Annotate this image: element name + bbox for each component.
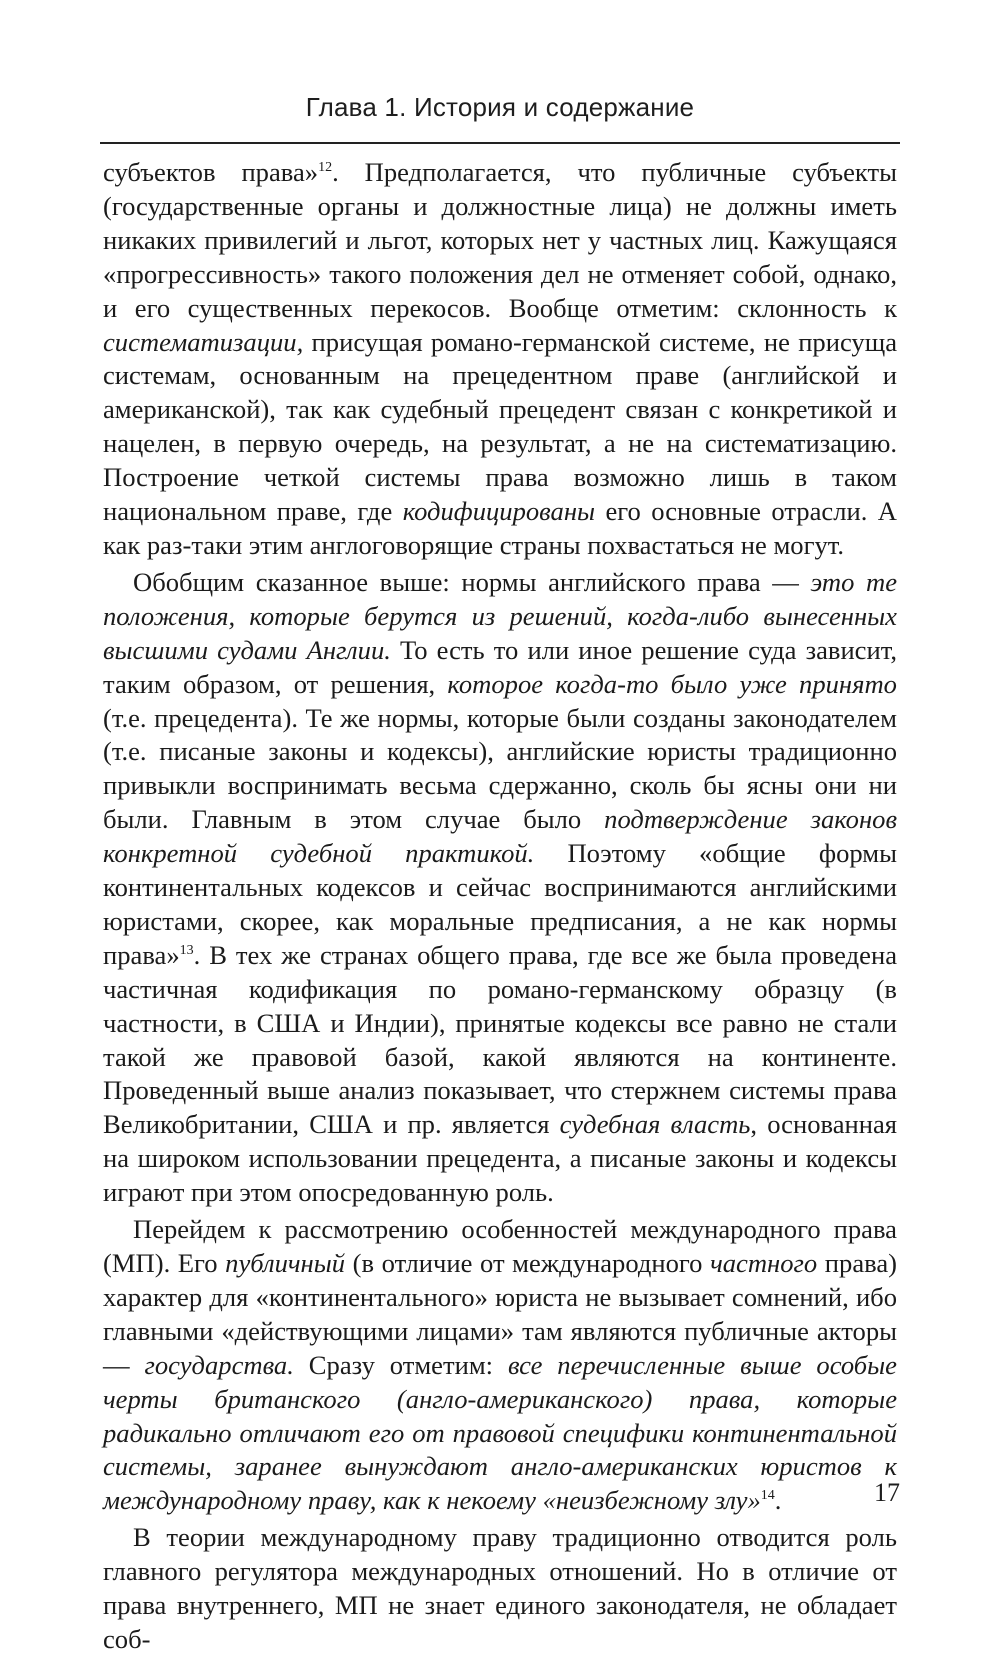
text-run: .	[774, 1485, 782, 1516]
paragraph	[103, 1213, 897, 1518]
body-text	[103, 156, 897, 1657]
italic-phrase: государства.	[144, 1349, 294, 1380]
italic-phrase: судебная власть	[559, 1109, 751, 1140]
italic-phrase: кодифицированы	[402, 496, 596, 527]
text-run: его основные отрасли. А как раз-таки этим англоговорящие страны похвастаться не могут.	[103, 496, 897, 560]
text-run: , основанная на широком использовании прецедента, а писаные законы и кодексы играют при этом опосредованную роль.	[103, 1109, 897, 1208]
text-run: В теории международному праву традиционно отводится роль главного регулятора международных отношений. Но в отличие от права внутреннего, МП не знает единого законодателя, не обладает соб-	[103, 1522, 897, 1654]
text-run: . В тех же странах общего права, где все же была проведена частичная кодификация по романо-германскому образцу (в частности, в США и Индии), принятые кодексы все равно не стали такой же правовой базой, какой являются на континенте. Проведенный выше анализ показывает, что стержнем системы права Великобритании, США и пр. является	[103, 939, 897, 1140]
text-run: права) характер для «континентального» юриста не вызывает сомнений, ибо главными «действующими лицами» там являются публичные акторы —	[103, 1248, 897, 1380]
header-rule	[100, 142, 900, 144]
italic-phrase: систематизации,	[103, 326, 304, 357]
text-run: присущая романо-германской системе, не присуща системам, основанным на прецедентном праве (английской и американской), так как судебный прецедент связан с конкретикой и нацелен, в первую очередь, на результат, а не на систематизацию. Построение четкой системы права возможно лишь в таком национальном праве, где	[103, 326, 897, 527]
italic-phrase: частного	[710, 1248, 818, 1278]
italic-phrase: публичный	[225, 1248, 346, 1278]
italic-phrase: которое когда-то было уже принято	[447, 668, 897, 699]
footnote-ref: 12	[318, 160, 333, 176]
text-run: (в отличие от международного	[345, 1248, 711, 1278]
text-run: . Предполагается, что публичные субъекты (государственные органы и должностные лица) не должны иметь никаких привилегий и льгот, которых нет у частных лиц. Кажущаяся «прогрессивность» такого положения дел не отменяет собой, однако, и его существенных перекосов. Вообще отметим: склонность к	[103, 157, 897, 323]
text-run: Перейдем к рассмотрению особенностей международного права (МП). Его	[103, 1214, 897, 1278]
page-number: 17	[874, 1478, 900, 1507]
paragraph	[103, 1521, 897, 1657]
paragraph	[103, 156, 897, 563]
text-run: То есть то или иное решение суда зависит, таким образом, от решения,	[103, 634, 897, 699]
italic-phrase: подтверждение законов конкретной судебной практикой.	[103, 804, 897, 869]
text-run: Сразу отметим:	[293, 1349, 508, 1380]
paragraph	[103, 566, 897, 1210]
text-run: Поэтому «общие формы континентальных кодексов и сейчас воспринимаются английскими юристами, скорее, как моральные предписания, а не как нормы права»	[103, 838, 897, 970]
italic-phrase: это те положения, которые берутся из решений, когда-либо вынесенных высшими судами Англии.	[103, 566, 897, 665]
footnote-ref: 13	[179, 942, 194, 958]
text-run: (т.е. прецедента). Те же нормы, которые были созданы законодателем (т.е. писаные законы и кодексы), английские юристы традиционно привыкли воспринимать весьма сдержанно, сколь бы ясны они ни были. Главным в этом случае было	[103, 702, 897, 835]
text-run: Обобщим сказанное выше: нормы английского права —	[133, 566, 811, 597]
running-header: Глава 1. История и содержание	[305, 92, 695, 122]
footnote-ref: 14	[760, 1488, 775, 1504]
text-run: субъектов права»	[103, 157, 319, 187]
italic-phrase: все перечисленные выше особые черты британского (англо-американского) права, которые радикально отличают его от правовой специфики континентальной системы, заранее вынуждают англо-американских юристов к международному праву, как к некоему «неизбежному злу»	[103, 1349, 897, 1516]
